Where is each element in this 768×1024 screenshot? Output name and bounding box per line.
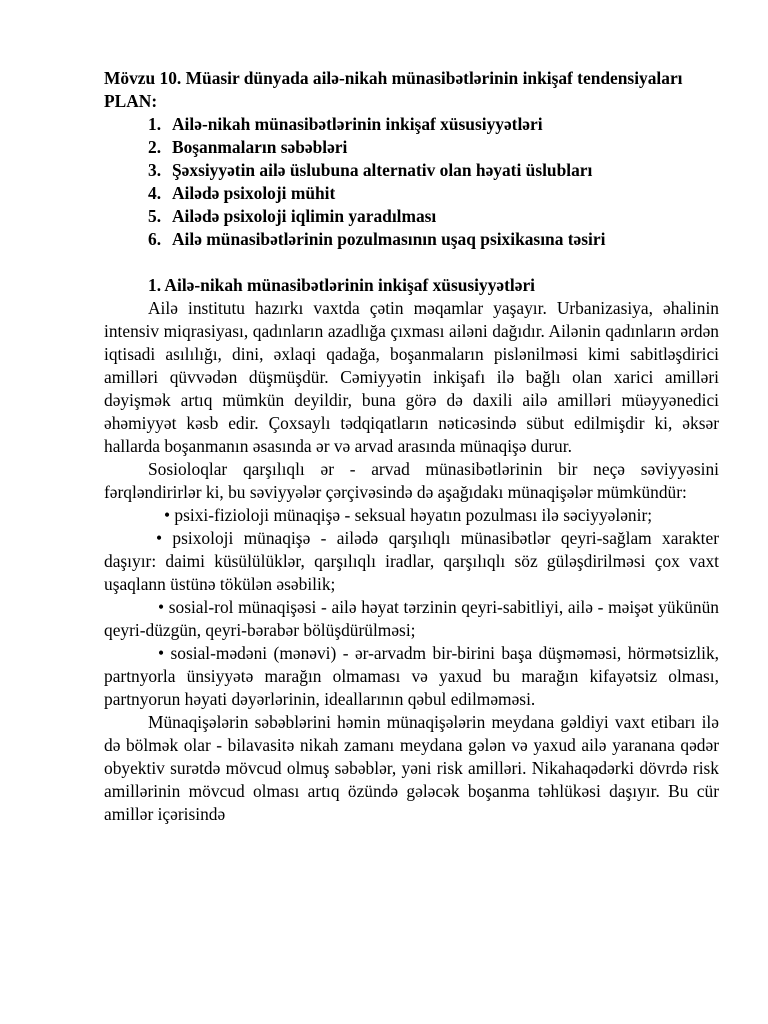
bullet-paragraph: • sosial-rol münaqişəsi - ailə həyat tərzinin qeyri-sabitliyi, ailə - məişət yükünün qeyri-düzgün, qeyri-bərabər bölüşdürülməsi; bbox=[104, 597, 719, 640]
plan-list bbox=[104, 113, 719, 251]
spacer bbox=[104, 251, 719, 274]
plan-item: 5. Ailədə psixoloji iqlimin yaradılması bbox=[148, 206, 437, 226]
bullet-paragraph: • psixi-fizioloji münaqişə - seksual həyatın pozulması ilə səciyyələnir; bbox=[164, 505, 653, 525]
document-body bbox=[104, 67, 719, 826]
plan-label: PLAN: bbox=[104, 91, 158, 111]
paragraph: Sosioloqlar qarşılıqlı ər - arvad münasibətlərinin bir neçə səviyyəsini fərqləndirirlər ki, bu səviyyələr çərçivəsində də aşağıdakı münaqişələr mümkündür: bbox=[104, 459, 719, 502]
paragraph: Münaqişələrin səbəblərini həmin münaqişələrin meydana gəldiyi vaxt etibarı ilə də bölmək olar - bilavasitə nikah zamanı meydana gələn və yaxud ailə yaranana qədər obyektiv surətdə mövcud olmuş səbəblər, yəni risk amilləri. Nikahaqədərki dövrdə risk amillərinin mövcud olması artıq özündə gələcək boşanma təhlükəsi daşıyır. Bu cür amillər içərisində bbox=[104, 712, 719, 824]
plan-item: 3. Şəxsiyyətin ailə üslubuna alternativ olan həyati üslubları bbox=[148, 160, 593, 180]
plan-item: 2. Boşanmaların səbəbləri bbox=[148, 137, 348, 157]
section-heading: 1. Ailə-nikah münasibətlərinin inkişaf xüsusiyyətləri bbox=[148, 275, 536, 295]
page-title: Mövzu 10. Müasir dünyada ailə-nikah münasibətlərinin inkişaf tendensiyaları bbox=[104, 68, 683, 88]
bullet-paragraph: • sosial-mədəni (mənəvi) - ər-arvadm bir-birini başa düşməməsi, hörmətsizlik, partnyorla ünsiyyətə marağın olmaması və yaxud bu marağın kifayətsiz olması, partnyorun həyati dəyərlərinin, ideallarının qəbul edilməməsi. bbox=[104, 643, 719, 709]
plan-item: 6. Ailə münasibətlərinin pozulmasının uşaq psixikasına təsiri bbox=[148, 229, 606, 249]
plan-item: 1. Ailə-nikah münasibətlərinin inkişaf xüsusiyyətləri bbox=[148, 114, 543, 134]
plan-item: 4. Ailədə psixoloji mühit bbox=[148, 183, 336, 203]
bullet-paragraph: • psixoloji münaqişə - ailədə qarşılıqlı münasibətlər qeyri-sağlam xarakter daşıyır: daimi küsülülüklər, qarşılıqlı iradlar, qarşılıqlı söz güləşdirilməsi çox vaxt uşaqlann üstünə tökülən əsəbilik; bbox=[104, 528, 719, 594]
paragraph: Ailə institutu hazırkı vaxtda çətin məqamlar yaşayır. Urbanizasiya, əhalinin intensiv miqrasiyası, qadınların azadlığa çıxması ailəni dağıdır. Ailənin qadınların ərdən iqtisadi asılılığı, dini, əxlaqi qadağa, boşanmaların pislənilməsi kimi sabitləşdirici amilləri qüvvədən düşmüşdür. Cəmiyyətin inkişafı ilə bağlı olan xarici amilləri dəyişmək artıq mümkün deyildir, buna görə də daxili ailə amilləri müəyyənedici əhəmiyyət kəsb edir. Çoxsaylı tədqiqatların nəticəsində sübut edilmişdir ki, əksər hallarda boşanmanın əsasında ər və arvad arasında münaqişə durur. bbox=[104, 298, 719, 456]
